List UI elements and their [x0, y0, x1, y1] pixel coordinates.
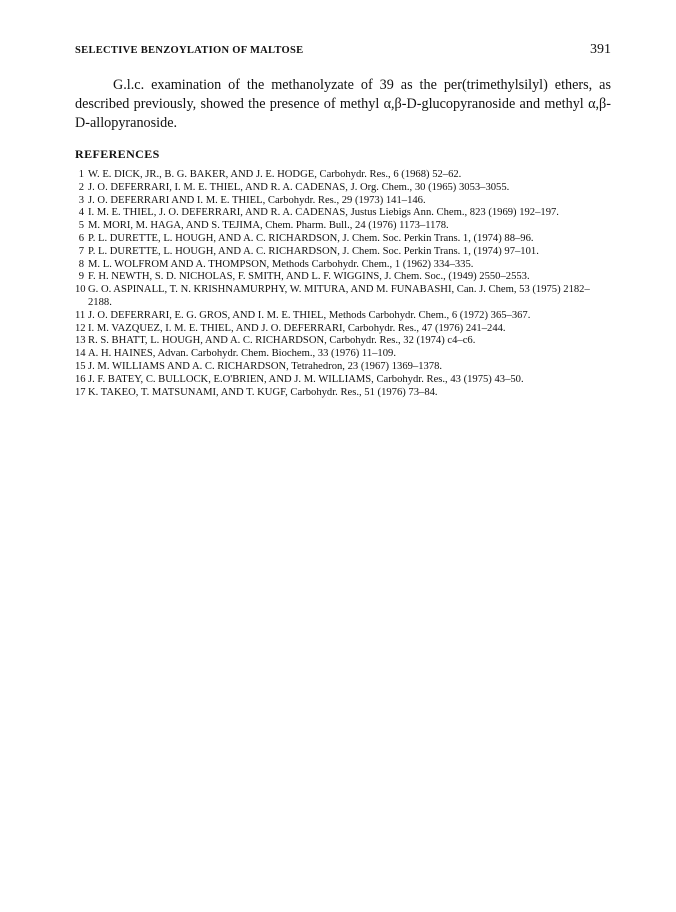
reference-item	[75, 310, 611, 323]
body-paragraph	[75, 76, 611, 133]
reference-number: 6	[78, 232, 84, 244]
reference-item	[75, 374, 611, 387]
reference-item	[75, 348, 611, 361]
references-heading: REFERENCES	[75, 147, 160, 161]
reference-number: 3	[78, 194, 84, 206]
reference-item	[75, 169, 611, 182]
reference-number: 12	[75, 322, 86, 334]
reference-text: A. H. HAINES, Advan. Carbohydr. Chem. Biochem., 33 (1976) 11–109.	[88, 348, 396, 360]
reference-number: 2	[78, 181, 84, 193]
reference-text: J. O. DEFERRARI AND I. M. E. THIEL, Carbohydr. Res., 29 (1973) 141–146.	[88, 194, 426, 206]
reference-list	[75, 169, 611, 399]
reference-number: 13	[75, 335, 86, 347]
reference-text: F. H. NEWTH, S. D. NICHOLAS, F. SMITH, AND L. F. WIGGINS, J. Chem. Soc., (1949) 2550–2553.	[88, 271, 530, 283]
reference-text: J. M. WILLIAMS AND A. C. RICHARDSON, Tetrahedron, 23 (1967) 1369–1378.	[88, 360, 443, 372]
reference-item	[75, 195, 611, 208]
reference-number: 15	[75, 360, 86, 372]
paragraph-text: G.l.c. examination of the methanolyzate of 39 as the per(trimethylsilyl) ethers, as described previously, showed the presence of methyl α,β-D-glucopyranoside and methyl α,β-D-allopyranoside.	[75, 77, 611, 131]
reference-text: R. S. BHATT, L. HOUGH, AND A. C. RICHARDSON, Carbohydr. Res., 32 (1974) c4–c6.	[88, 335, 476, 347]
reference-item	[75, 323, 611, 336]
reference-item	[75, 335, 611, 348]
reference-item	[75, 259, 611, 272]
reference-item	[75, 284, 611, 310]
reference-number: 5	[78, 220, 84, 232]
reference-item	[75, 361, 611, 374]
reference-number: 4	[78, 207, 84, 219]
reference-item	[75, 387, 611, 400]
reference-text: I. M. E. THIEL, J. O. DEFERRARI, AND R. A. CADENAS, Justus Liebigs Ann. Chem., 823 (1969) 192–197.	[88, 207, 559, 219]
reference-text: P. L. DURETTE, L. HOUGH, AND A. C. RICHARDSON, J. Chem. Soc. Perkin Trans. 1, (1974) 97–101.	[88, 245, 539, 257]
reference-text: W. E. DICK, JR., B. G. BAKER, AND J. E. HODGE, Carbohydr. Res., 6 (1968) 52–62.	[88, 169, 462, 180]
reference-number: 17	[75, 386, 86, 398]
reference-text: K. TAKEO, T. MATSUNAMI, AND T. KUGF, Carbohydr. Res., 51 (1976) 73–84.	[88, 386, 438, 398]
reference-number: 9	[78, 271, 84, 283]
reference-text: P. L. DURETTE, L. HOUGH, AND A. C. RICHARDSON, J. Chem. Soc. Perkin Trans. 1, (1974) 88–96.	[88, 232, 534, 244]
reference-item	[75, 182, 611, 195]
running-title: SELECTIVE BENZOYLATION OF MALTOSE	[75, 45, 304, 56]
reference-number: 8	[78, 258, 84, 270]
reference-number: 10	[75, 284, 86, 296]
reference-item	[75, 207, 611, 220]
reference-text: I. M. VAZQUEZ, I. M. E. THIEL, AND J. O. DEFERRARI, Carbohydr. Res., 47 (1976) 241–244.	[88, 322, 506, 334]
reference-item	[75, 246, 611, 259]
reference-number: 7	[78, 245, 84, 257]
reference-number: 1	[78, 169, 84, 180]
reference-item	[75, 233, 611, 246]
reference-text: J. F. BATEY, C. BULLOCK, E.O'BRIEN, AND J. M. WILLIAMS, Carbohydr. Res., 43 (1975) 43–50.	[88, 373, 524, 385]
reference-item	[75, 220, 611, 233]
reference-number: 11	[75, 309, 86, 321]
reference-number: 14	[75, 348, 86, 360]
reference-text: M. L. WOLFROM AND A. THOMPSON, Methods Carbohydr. Chem., 1 (1962) 334–335.	[88, 258, 474, 270]
running-header	[75, 42, 611, 62]
reference-item	[75, 271, 611, 284]
reference-text: M. MORI, M. HAGA, AND S. TEJIMA, Chem. Pharm. Bull., 24 (1976) 1173–1178.	[88, 220, 449, 232]
reference-text: J. O. DEFERRARI, I. M. E. THIEL, AND R. A. CADENAS, J. Org. Chem., 30 (1965) 3053–3055.	[88, 181, 510, 193]
reference-text: G. O. ASPINALL, T. N. KRISHNAMURPHY, W. MITURA, AND M. FUNABASHI, Can. J. Chem, 53 (1975) 2182–2188.	[88, 284, 590, 308]
reference-text: J. O. DEFERRARI, E. G. GROS, AND I. M. E. THIEL, Methods Carbohydr. Chem., 6 (1972) 365–367.	[88, 309, 531, 321]
reference-number: 16	[75, 373, 86, 385]
page-number: 391	[590, 42, 611, 57]
